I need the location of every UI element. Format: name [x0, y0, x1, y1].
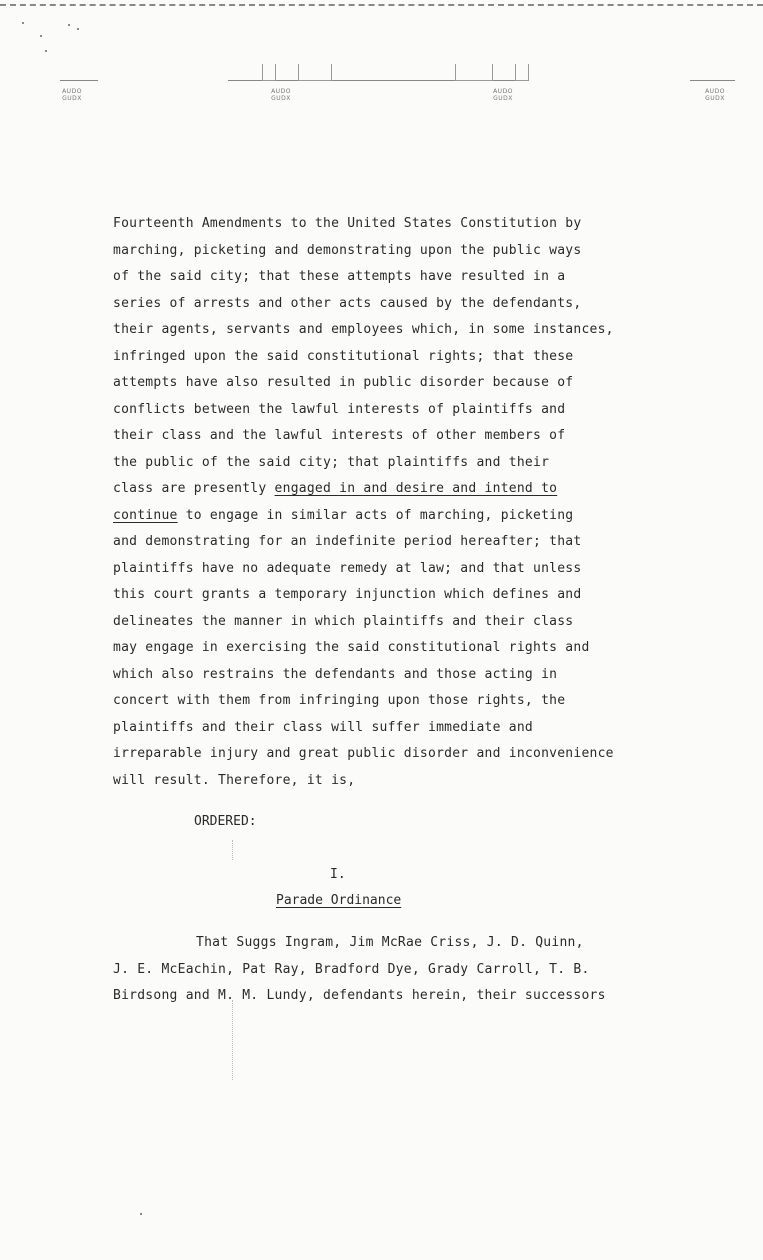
- page-top-edge: [0, 0, 763, 6]
- stamp-mark: [700, 88, 730, 102]
- stamp-mark: [488, 88, 518, 102]
- scan-speck: [45, 50, 47, 52]
- scan-artifact-line: [690, 80, 735, 81]
- scan-speck: [40, 35, 42, 37]
- section-title: Parade Ordinance: [276, 893, 402, 908]
- text-line: irreparable injury and great public disorder and inconvenience: [113, 746, 614, 761]
- scan-artifact-box: [455, 64, 493, 81]
- scan-speck: [68, 24, 70, 26]
- text-segment: to engage in similar acts of marching, picketing: [177, 507, 574, 523]
- text-segment: class are presently: [113, 481, 275, 496]
- scan-artifact-dots: [232, 1000, 233, 1080]
- text-line: That Suggs Ingram, Jim McRae Criss, J. D. Quinn,: [196, 935, 584, 950]
- text-line: marching, picketing and demonstrating upon the public ways: [113, 242, 582, 258]
- scan-speck: [22, 22, 24, 24]
- text-line: concert with them from infringing upon those rights, the: [113, 693, 566, 708]
- scan-artifact-box: [262, 64, 276, 81]
- text-line: this court grants a temporary injunction which defines and: [113, 587, 582, 602]
- stamp-text: AUDO GUDX: [62, 88, 82, 102]
- underlined-phrase: engaged in and desire and intend to: [274, 481, 558, 496]
- text-line: and demonstrating for an indefinite period hereafter; that: [113, 534, 582, 549]
- scan-artifact-box: [515, 64, 529, 81]
- text-line: attempts have also resulted in public disorder because of: [113, 375, 574, 390]
- text-line: [113, 503, 623, 530]
- scan-artifact-box: [298, 64, 332, 81]
- text-line: series of arrests and other acts caused by the defendants,: [113, 295, 582, 311]
- text-line: J. E. McEachin, Pat Ray, Bradford Dye, Grady Carroll, T. B.: [113, 961, 590, 977]
- stamp-mark: [266, 88, 296, 102]
- scan-speck: [77, 28, 79, 30]
- text-line: plaintiffs and their class will suffer immediate and: [113, 719, 533, 735]
- scan-artifact-line: [60, 80, 98, 81]
- text-line: which also restrains the defendants and those acting in: [113, 666, 558, 682]
- ordered-label: ORDERED:: [194, 814, 257, 829]
- section-paragraph: [113, 930, 623, 1010]
- text-line: may engage in exercising the said constitutional rights and: [113, 640, 590, 655]
- stamp-text: AUDO GUDX: [493, 88, 513, 102]
- text-line: Fourteenth Amendments to the United States Constitution by: [113, 216, 582, 231]
- text-line: infringed upon the said constitutional rights; that these: [113, 348, 574, 364]
- stamp-mark: [57, 88, 87, 102]
- text-line: conflicts between the lawful interests of plaintiffs and: [113, 401, 566, 417]
- text-line: will result. Therefore, it is,: [113, 772, 356, 788]
- section-number: I.: [330, 867, 346, 882]
- stamp-text: AUDO GUDX: [705, 88, 725, 102]
- scan-artifact-dots: [232, 840, 233, 860]
- text-line: plaintiffs have no adequate remedy at law; and that unless: [113, 560, 582, 576]
- text-line: the public of the said city; that plaintiffs and their: [113, 454, 550, 470]
- text-line: Birdsong and M. M. Lundy, defendants herein, their successors: [113, 988, 606, 1003]
- text-line: their agents, servants and employees which, in some instances,: [113, 322, 614, 337]
- stamp-text: AUDO GUDX: [271, 88, 291, 102]
- text-line: delineates the manner in which plaintiffs and their class: [113, 613, 574, 629]
- text-line: [113, 476, 623, 503]
- underlined-phrase: continue: [113, 507, 178, 523]
- text-line: of the said city; that these attempts have resulted in a: [113, 269, 566, 284]
- scan-speck: [140, 1213, 142, 1215]
- text-line: their class and the lawful interests of other members of: [113, 428, 566, 443]
- body-paragraph: [113, 211, 623, 794]
